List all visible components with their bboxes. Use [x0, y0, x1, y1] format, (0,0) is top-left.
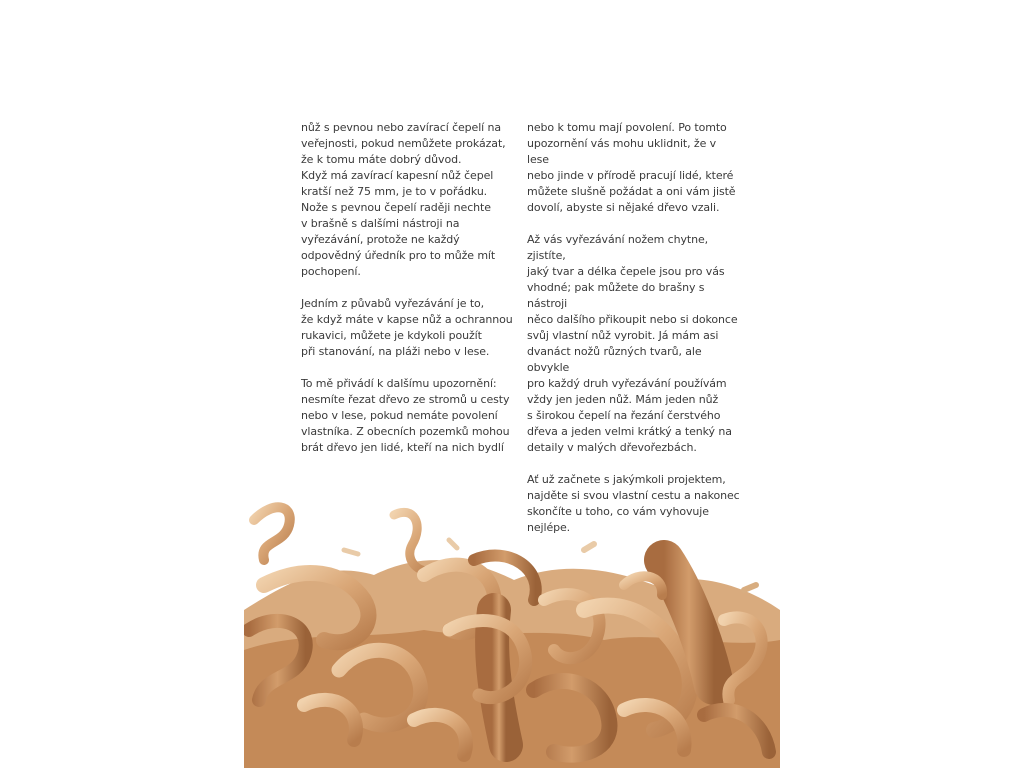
wood-shavings-icon [244, 490, 780, 768]
wood-shavings-photo [244, 490, 780, 768]
paragraph: nůž s pevnou nebo zavírací čepelí na veřejnosti, pokud nemůžete prokázat, že k tomu máte dobrý důvod. Když má zavírací kapesní nůž čepel kratší než 75 mm, je to v pořádku. Nože s pevnou čepelí raději nechte v brašně s dalšími nástroji na vyřezávání, protože ne každý odpovědný úředník pro to může mít pochopení. [301, 121, 506, 278]
text-column-right [527, 120, 741, 552]
paragraph: To mě přivádí k dalšímu upozornění: nesmíte řezat dřevo ze stromů u cesty nebo v lese, pokud nemáte povolení vlastníka. Z obecních pozemků mohou brát dřevo jen lidé, kteří na nich bydlí [301, 377, 510, 454]
paragraph: Jedním z půvabů vyřezávání je to, že když máte v kapse nůž a ochrannou rukavici, můžete je kdykoli použít při stanování, na pláži nebo v lese. [301, 297, 513, 358]
paragraph: nebo k tomu mají povolení. Po tomto upozornění vás mohu uklidnit, že v lese nebo jinde v přírodě pracují lidé, které můžete slušně požádat a oni vám jistě dovolí, abyste si nějaké dřevo vzali. [527, 121, 736, 214]
paragraph: Ať už začnete s jakýmkoli projektem, najděte si svou vlastní cestu a nakonec skončíte u toho, co vám vyhovuje nejlépe. [527, 473, 740, 534]
text-column-left [301, 120, 513, 472]
paragraph: Až vás vyřezávání nožem chytne, zjistíte, jaký tvar a délka čepele jsou pro vás vhodné; pak můžete do brašny s nástroji něco dalšího přikoupit nebo si dokonce svůj vlastní nůž vyrobit. Já mám asi dvanáct nožů různých tvarů, ale obvykle pro každý druh vyřezávání používám vždy jen jeden nůž. Mám jeden nůž s širokou čepelí na řezání čerstvého dřeva a jeden velmi krátký a tenký na detaily v malých dřevořezbách. [527, 233, 738, 454]
